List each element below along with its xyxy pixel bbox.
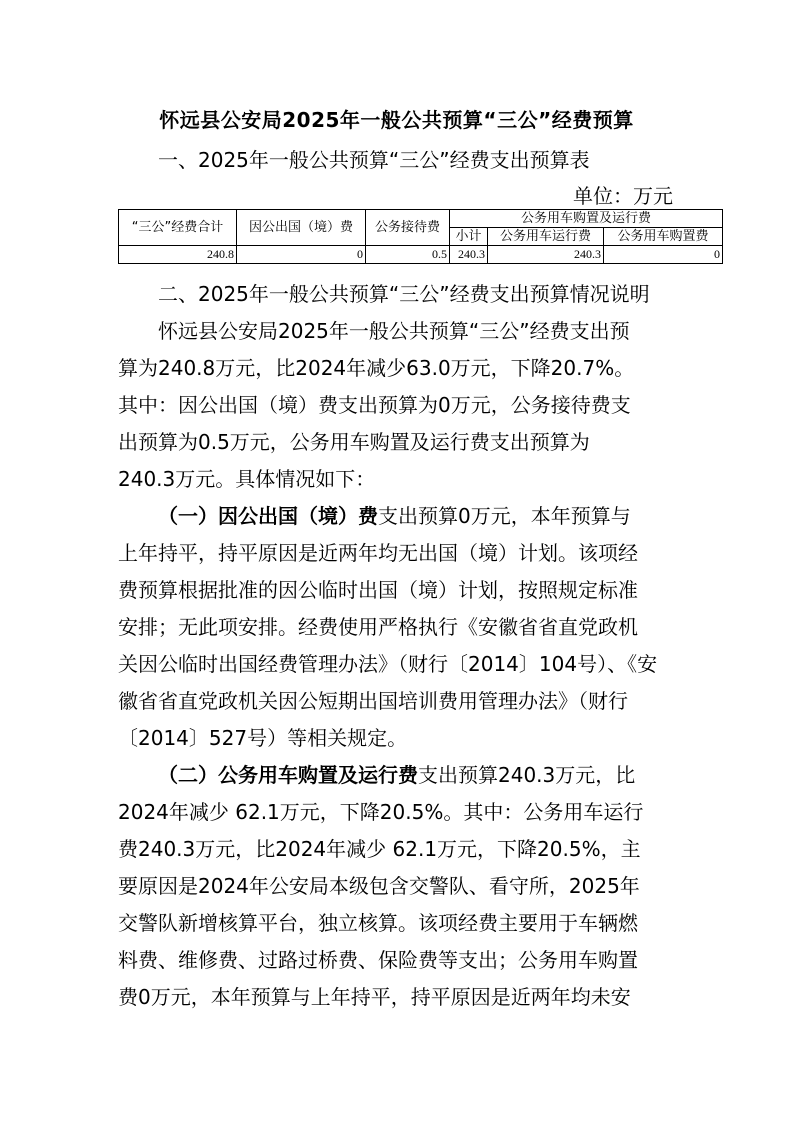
header-subtotal: 小计 [450, 228, 488, 246]
header-total: “三公”经费合计 [119, 210, 237, 246]
item2-heading: （二）公务用车购置及运行费 [158, 763, 418, 787]
value-subtotal: 240.3 [450, 246, 488, 264]
budget-table [118, 209, 723, 264]
item1-first-line [118, 498, 688, 535]
value-reception: 0.5 [366, 246, 450, 264]
value-total: 240.8 [119, 246, 237, 264]
item1-line: 关因公临时出国经费管理办法》（财行〔2014〕104号）、《安 [118, 652, 658, 676]
item1-line: 安排；无此项安排。经费使用严格执行《安徽省省直党政机 [118, 615, 638, 639]
item1-heading: （一）因公出国（境）费 [158, 504, 378, 528]
section2-heading: 二、2025年一般公共预算“三公”经费支出预算情况说明 [158, 282, 650, 306]
body-text [118, 276, 688, 1016]
table-row [119, 246, 723, 264]
item2-line: 费0万元，本年预算与上年持平，持平原因是近两年均未安 [118, 985, 631, 1009]
value-abroad: 0 [237, 246, 366, 264]
item2-line: 交警队新增核算平台，独立核算。该项经费主要用于车辆燃 [118, 911, 638, 935]
item1-line: 费预算根据批准的因公临时出国（境）计划，按照规定标准 [118, 578, 638, 602]
table-header-row [119, 210, 723, 228]
item2-first-line [118, 757, 688, 794]
header-vehicle-buy: 公务用车购置费 [604, 228, 723, 246]
document-title: 怀远县公安局2025年一般公共预算“三公”经费预算 [159, 108, 634, 132]
item1-line: 支出预算0万元，本年预算与 [378, 504, 631, 528]
value-vehicle-run: 240.3 [488, 246, 604, 264]
item2-line: 要原因是2024年公安局本级包含交警队、看守所，2025年 [118, 874, 640, 898]
intro-line: 240.3万元。具体情况如下： [118, 467, 376, 491]
intro-line: 出预算为0.5万元，公务用车购置及运行费支出预算为 [118, 430, 590, 454]
value-vehicle-buy: 0 [604, 246, 723, 264]
intro-line: 算为240.8万元，比2024年减少63.0万元，下降20.7%。 [118, 356, 635, 380]
section1-heading: 一、2025年一般公共预算“三公”经费支出预算表 [158, 148, 590, 172]
intro-line: 怀远县公安局2025年一般公共预算“三公”经费支出预 [158, 319, 630, 343]
header-reception: 公务接待费 [366, 210, 450, 246]
item2-line: 料费、维修费、过路过桥费、保险费等支出；公务用车购置 [118, 948, 638, 972]
header-vehicle-run: 公务用车运行费 [488, 228, 604, 246]
item2-line: 2024年减少 62.1万元，下降20.5%。其中：公务用车运行 [118, 800, 644, 824]
header-vehicle-group: 公务用车购置及运行费 [450, 210, 723, 228]
item1-line: 上年持平，持平原因是近两年均无出国（境）计划。该项经 [118, 541, 638, 565]
item1-line: 〔2014〕527号）等相关规定。 [118, 726, 408, 750]
header-abroad: 因公出国（境）费 [237, 210, 366, 246]
item2-line: 费240.3万元，比2024年减少 62.1万元，下降20.5%，主 [118, 837, 641, 861]
intro-line: 其中：因公出国（境）费支出预算为0万元，公务接待费支 [118, 393, 631, 417]
unit-label: 单位：万元 [573, 184, 673, 208]
item1-line: 徽省省直党政机关因公短期出国培训费用管理办法》（财行 [118, 689, 628, 713]
item2-line: 支出预算240.3万元，比 [418, 763, 636, 787]
